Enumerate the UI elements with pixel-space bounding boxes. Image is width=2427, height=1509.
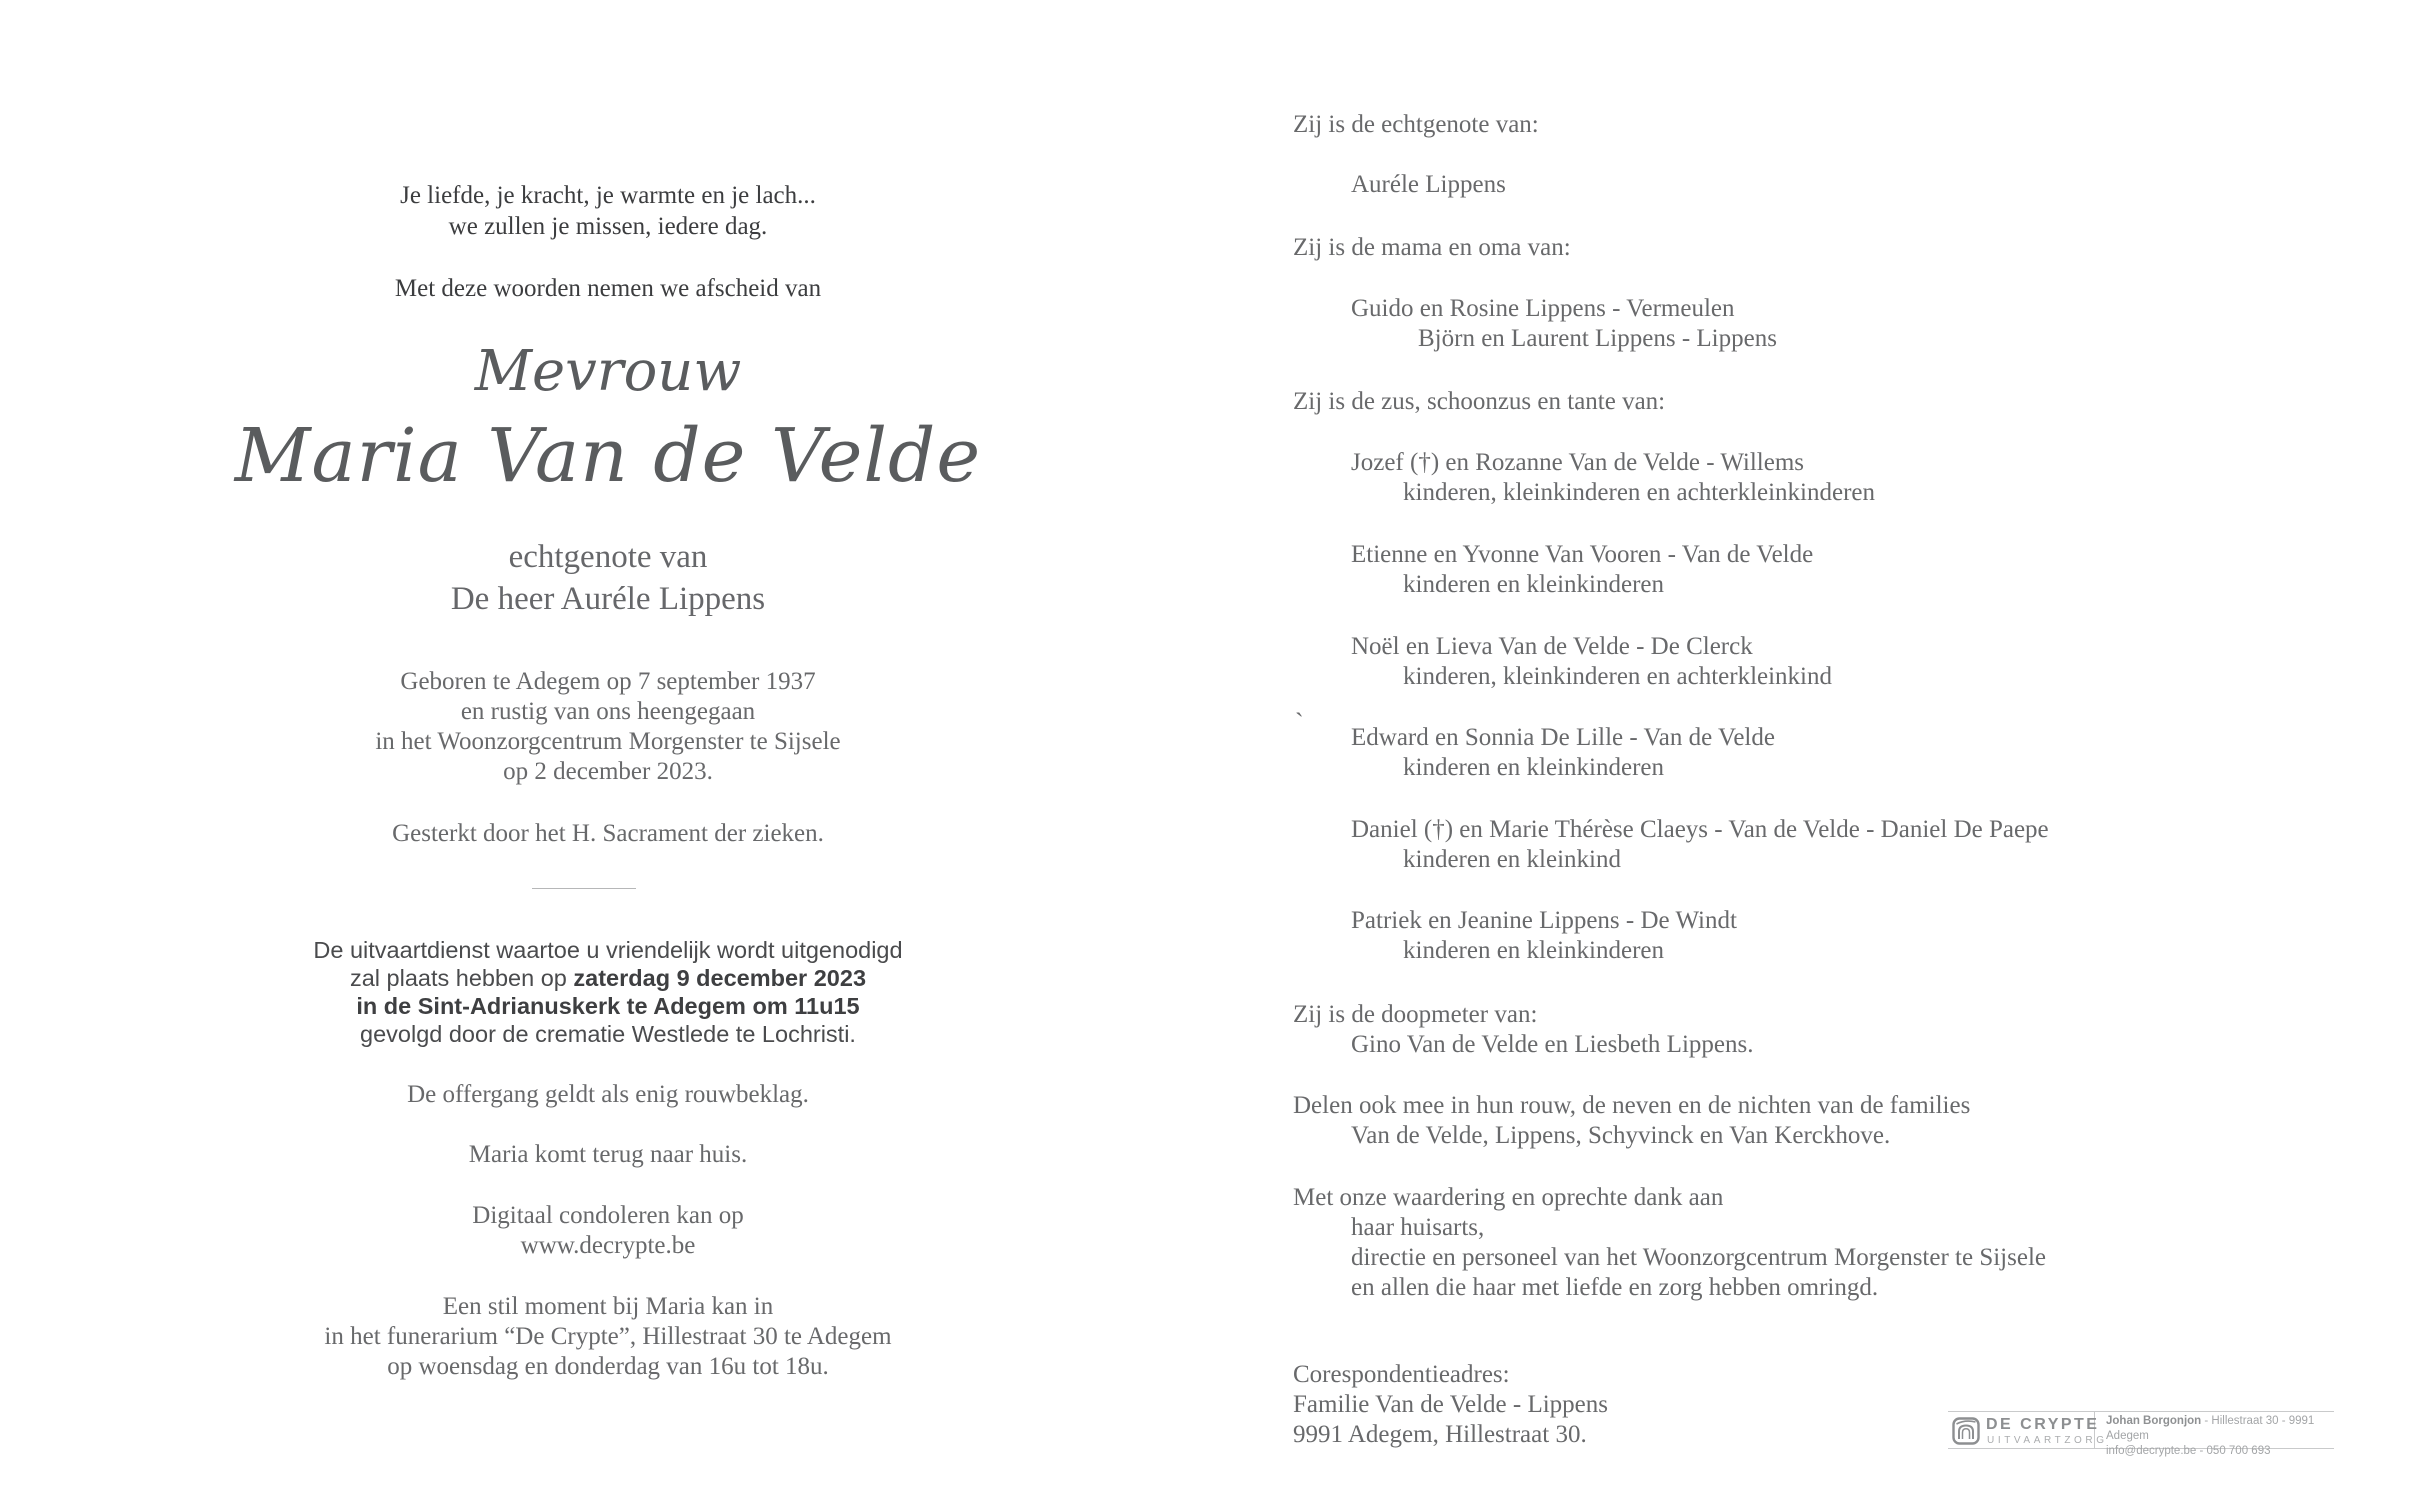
relative-children-line: kinderen en kleinkinderen <box>1403 937 1665 964</box>
service-line-1: De uitvaartdienst waartoe u vriendelijk wordt uitgenodigd <box>313 937 903 963</box>
relative-children-line: kinderen en kleinkinderen <box>1403 754 1665 781</box>
condolence-line-1: Digitaal condoleren kan op <box>472 1202 744 1229</box>
relative-name-line: Jozef (†) en Rozanne Van de Velde - Willems <box>1351 449 1805 476</box>
relative-children-line: kinderen en kleinkinderen <box>1403 571 1665 598</box>
relative-children-line: kinderen en kleinkind <box>1403 846 1621 873</box>
correspondence-family: Familie Van de Velde - Lippens <box>1293 1391 1608 1418</box>
relative-name-line: Björn en Laurent Lippens - Lippens <box>1418 325 1777 352</box>
footer-top-rule <box>1948 1411 2334 1412</box>
spouse-name: De heer Auréle Lippens <box>450 581 766 617</box>
relation-heading: Zij is de echtgenote van: <box>1293 111 1539 138</box>
place-line: in het Woonzorgcentrum Morgenster te Sijsele <box>375 728 841 755</box>
passing-line: en rustig van ons heengegaan <box>460 698 756 725</box>
relative-name-line: Noël en Lieva Van de Velde - De Clerck <box>1351 633 1753 660</box>
undertaker-address: - Hillestraat 30 - 9991 Adegem <box>2106 1415 2315 1442</box>
birth-line: Geboren te Adegem op 7 september 1937 <box>400 668 816 695</box>
relative-name-line: Patriek en Jeanine Lippens - De Windt <box>1351 907 1737 934</box>
sacrament-line: Gesterkt door het H. Sacrament der zieken. <box>392 820 824 847</box>
relative-name-line: Daniel (†) en Marie Thérèse Claeys - Van de Velde - Daniel De Paepe <box>1351 816 2049 843</box>
service-date: zaterdag 9 december 2023 <box>573 965 867 991</box>
relative-name-line: Edward en Sonnia De Lille - Van de Velde <box>1351 724 1775 751</box>
families-line-1: Delen ook mee in hun rouw, de neven en de nichten van de families <box>1293 1092 1971 1119</box>
footer-contact <box>2106 1414 2334 1459</box>
funeral-home-brand-block <box>1948 1405 2334 1455</box>
opening-quote-line-2: we zullen je missen, iedere dag. <box>448 213 768 240</box>
offering-line: De offergang geldt als enig rouwbeklag. <box>407 1081 809 1108</box>
correspondence-heading: Corespondentieadres: <box>1293 1361 1510 1388</box>
relative-name-line: Auréle Lippens <box>1351 171 1506 198</box>
salutation: Mevrouw <box>474 339 742 404</box>
relation-heading: Zij is de mama en oma van: <box>1293 234 1571 261</box>
opening-quote-line-1: Je liefde, je kracht, je warmte en je lach... <box>400 182 816 209</box>
crypt-arch-icon <box>1952 1417 1980 1445</box>
footer-contact-line-1 <box>2106 1414 2334 1444</box>
families-line-2: Van de Velde, Lippens, Schyvinck en Van Kerckhove. <box>1351 1122 1891 1149</box>
condolence-url: www.decrypte.be <box>520 1232 696 1259</box>
return-home-line: Maria komt terug naar huis. <box>468 1141 748 1168</box>
relation-heading: Zij is de doopmeter van: <box>1293 1001 1538 1028</box>
brand-subtitle: UITVAARTZORG <box>1987 1435 2108 1446</box>
service-line-2 <box>160 964 1056 992</box>
stray-accent-mark: ` <box>1295 708 1304 737</box>
date-of-death-line: op 2 december 2023. <box>503 758 713 785</box>
visit-line-3: op woensdag en donderdag van 16u tot 18u. <box>387 1353 829 1380</box>
thanks-line-2: haar huisarts, <box>1351 1214 1485 1241</box>
undertaker-name: Johan Borgonjon <box>2106 1415 2202 1427</box>
relative-name-line: Guido en Rosine Lippens - Vermeulen <box>1351 295 1735 322</box>
thanks-line-1: Met onze waardering en oprechte dank aan <box>1293 1184 1724 1211</box>
visit-line-1: Een stil moment bij Maria kan in <box>442 1293 774 1320</box>
footer-contact-line-2: info@decrypte.be - 050 700 693 <box>2106 1444 2271 1457</box>
brand-name: DE CRYPTE <box>1986 1416 2100 1433</box>
service-line-2-normal: zal plaats hebben op <box>349 965 574 991</box>
farewell-intro: Met deze woorden nemen we afscheid van <box>394 275 822 302</box>
thanks-line-4: en allen die haar met liefde en zorg hebben omringd. <box>1351 1274 1879 1301</box>
service-church: in de Sint-Adrianuskerk te Adegem om 11u15 <box>356 993 860 1019</box>
spouse-label: echtgenote van <box>508 539 708 575</box>
relative-name-line: Gino Van de Velde en Liesbeth Lippens. <box>1351 1031 1754 1058</box>
relative-children-line: kinderen, kleinkinderen en achterkleinkinderen <box>1403 479 1876 506</box>
relative-children-line: kinderen, kleinkinderen en achterkleinkind <box>1403 663 1833 690</box>
deceased-name: Maria Van de Velde <box>234 413 982 499</box>
relative-name-line: Etienne en Yvonne Van Vooren - Van de Velde <box>1351 541 1814 568</box>
correspondence-address: 9991 Adegem, Hillestraat 30. <box>1293 1421 1587 1448</box>
thanks-line-3: directie en personeel van het Woonzorgcentrum Morgenster te Sijsele <box>1351 1244 2046 1271</box>
section-divider <box>532 888 636 889</box>
right-column <box>1293 0 2423 1509</box>
service-line-4: gevolgd door de crematie Westlede te Lochristi. <box>360 1021 856 1047</box>
service-line-3 <box>160 992 1056 1020</box>
relation-heading: Zij is de zus, schoonzus en tante van: <box>1293 388 1666 415</box>
visit-line-2: in het funerarium “De Crypte”, Hillestraat 30 te Adegem <box>324 1323 892 1350</box>
left-column <box>160 0 1056 1509</box>
